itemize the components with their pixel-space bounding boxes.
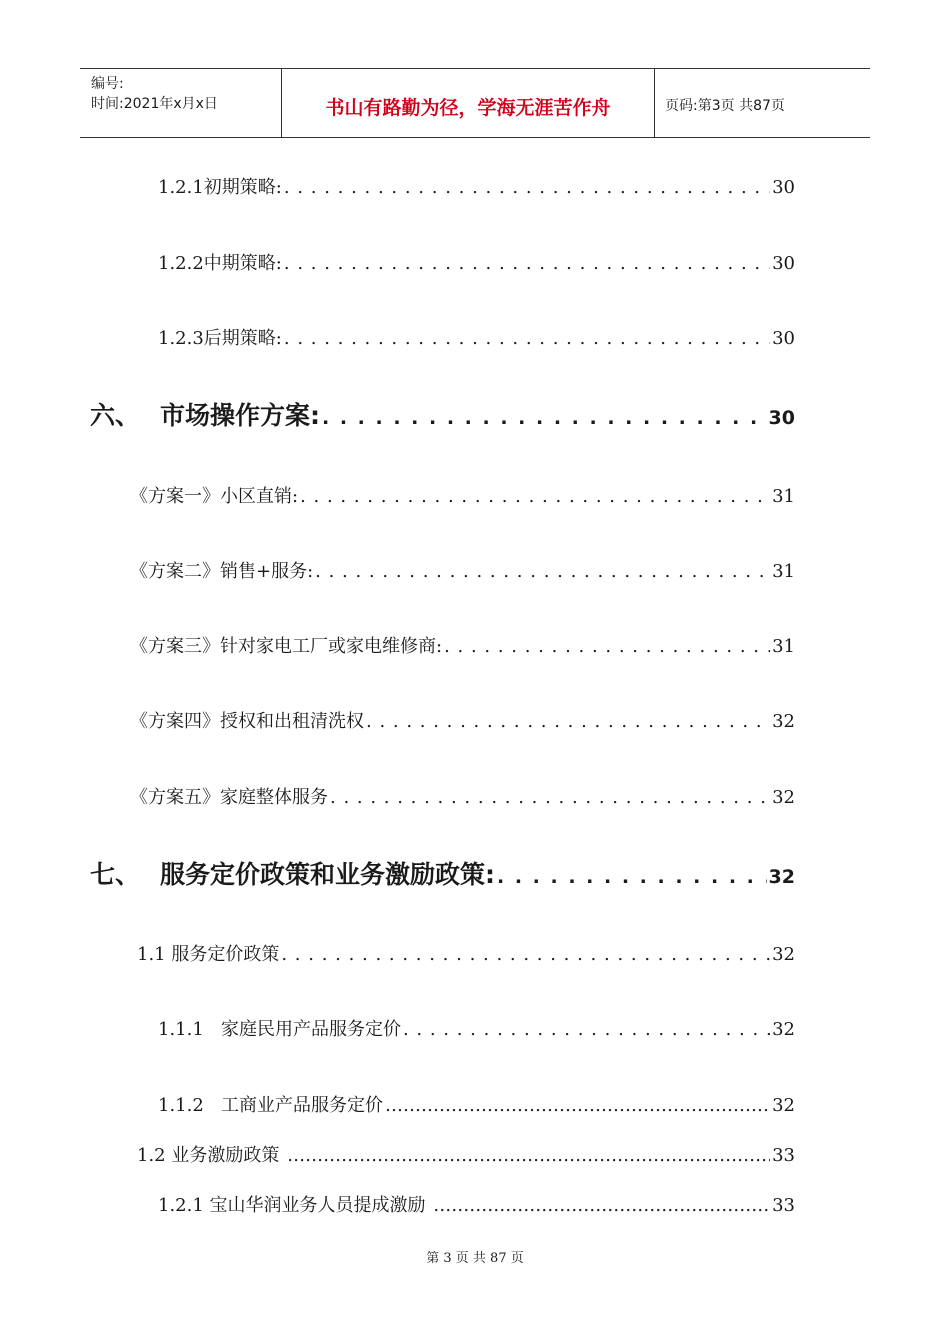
toc-entry[interactable]	[137, 940, 795, 966]
toc-entry-page: 30	[772, 253, 795, 274]
toc-entry-page: 30	[772, 328, 795, 349]
toc-entry-page: 33	[772, 1195, 795, 1216]
toc-entry-title: 1.2.3后期策略:	[158, 328, 282, 349]
toc-entry-title: 《方案三》针对家电工厂或家电维修商:	[130, 636, 443, 657]
toc-entry[interactable]	[158, 1091, 795, 1117]
header-meta-cell	[80, 69, 281, 137]
toc-entry-page: 32	[772, 1019, 795, 1040]
header-motto: 书山有路勤为径，学海无涯苦作舟	[325, 97, 611, 119]
document-date-label: 时间:2021年x月x日	[91, 96, 218, 112]
toc-entry-page: 31	[772, 486, 795, 507]
toc-entry-title: 《方案四》授权和出租清洗权	[130, 711, 364, 732]
toc-entry-title: 服务定价政策和业务激励政策:	[160, 860, 495, 889]
toc-entry-title: 1.2 业务激励政策	[137, 1145, 286, 1166]
toc-leader-dots	[287, 1145, 770, 1166]
toc-entry-page: 32	[772, 944, 795, 965]
toc-entry[interactable]	[130, 632, 795, 658]
document-header	[80, 68, 870, 138]
toc-entry[interactable]	[158, 1015, 795, 1041]
header-motto-cell	[281, 69, 655, 137]
toc-leader-dots	[322, 407, 767, 429]
toc-entry-page: 32	[772, 1095, 795, 1116]
toc-leader-dots	[433, 1195, 770, 1216]
toc-entry-title: 《方案二》销售+服务:	[130, 561, 314, 582]
toc-entry-title: 《方案一》小区直销:	[130, 486, 299, 507]
toc-entry[interactable]	[158, 1191, 795, 1217]
toc-leader-dots	[444, 636, 770, 657]
toc-leader-dots	[403, 1019, 770, 1040]
toc-entry[interactable]	[130, 557, 795, 583]
toc-entry-title: 《方案五》家庭整体服务	[130, 787, 328, 808]
toc-entry[interactable]	[158, 324, 795, 350]
toc-entry-page: 31	[772, 636, 795, 657]
toc-entry-title: 市场操作方案:	[160, 401, 320, 430]
toc-leader-dots	[284, 177, 770, 198]
page-footer: 第 3 页 共 87 页	[426, 1251, 524, 1266]
toc-leader-dots	[330, 787, 770, 808]
toc-leader-dots	[281, 944, 770, 965]
toc-chapter-number: 七、	[90, 860, 141, 889]
toc-entry[interactable]	[158, 249, 795, 275]
toc-entry[interactable]	[130, 783, 795, 809]
toc-chapter-entry[interactable]	[90, 855, 795, 891]
toc-entry[interactable]	[137, 1141, 795, 1167]
toc-chapter-entry[interactable]	[90, 396, 795, 432]
toc-entry-title: 1.2.2中期策略:	[158, 253, 282, 274]
header-page-cell	[654, 69, 870, 137]
toc-entry-page: 31	[772, 561, 795, 582]
toc-entry-title: 1.2.1 宝山华润业务人员提成激励	[158, 1195, 432, 1216]
toc-entry-title: 1.2.1初期策略:	[158, 177, 282, 198]
toc-chapter-number: 六、	[90, 401, 141, 430]
toc-leader-dots	[366, 711, 770, 732]
toc-entry-page: 30	[768, 407, 795, 429]
toc-leader-dots	[497, 866, 767, 888]
toc-entry-title: 1.1.2 工商业产品服务定价	[158, 1095, 383, 1116]
toc-entry[interactable]	[130, 482, 795, 508]
toc-leader-dots	[300, 486, 770, 507]
toc-leader-dots	[385, 1095, 770, 1116]
toc-entry-page: 30	[772, 177, 795, 198]
toc-entry[interactable]	[158, 173, 795, 199]
toc-entry-page: 32	[772, 711, 795, 732]
header-page-info: 页码:第3页 共87页	[665, 98, 785, 114]
toc-entry-page: 32	[768, 866, 795, 888]
toc-leader-dots	[284, 253, 770, 274]
toc-entry[interactable]	[130, 707, 795, 733]
toc-entry-page: 32	[772, 787, 795, 808]
toc-entry-page: 33	[772, 1145, 795, 1166]
toc-entry-title: 1.1 服务定价政策	[137, 944, 280, 965]
toc-leader-dots	[284, 328, 770, 349]
document-number-label: 编号:	[91, 76, 124, 92]
toc-entry-title: 1.1.1 家庭民用产品服务定价	[158, 1019, 401, 1040]
toc-leader-dots	[315, 561, 770, 582]
